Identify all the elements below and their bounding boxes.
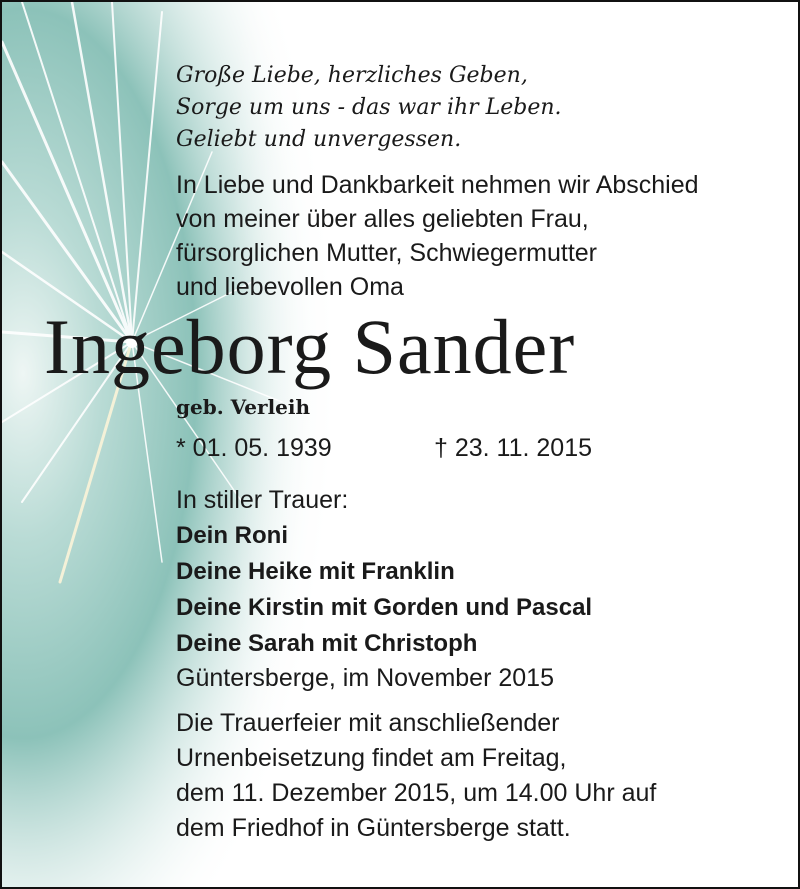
mourners-list [176, 518, 592, 662]
deceased-name: Ingeborg Sander [44, 303, 576, 390]
mourner-name: Deine Kirstin mit Gorden und Pascal [176, 594, 593, 621]
mourner-name: Deine Sarah mit Christoph [176, 630, 478, 657]
funeral-line: dem 11. Dezember 2015, um 14.00 Uhr auf [176, 779, 657, 807]
intro-line: fürsorglichen Mutter, Schwiegermutter [176, 239, 598, 267]
funeral-line: Urnenbeisetzung findet am Freitag, [176, 744, 567, 772]
intro-line: und liebevollen Oma [176, 273, 404, 301]
funeral-line: dem Friedhof in Güntersberge statt. [176, 814, 571, 842]
intro-line: von meiner über alles geliebten Frau, [176, 205, 589, 233]
birth-date: * 01. 05. 1939 [176, 434, 332, 462]
mourner-name: Dein Roni [176, 522, 288, 549]
intro-line: In Liebe und Dankbarkeit nehmen wir Abschied [176, 171, 699, 199]
poem-line: Sorge um uns - das war ihr Leben. [176, 95, 562, 120]
funeral-line: Die Trauerfeier mit anschließender [176, 709, 560, 737]
funeral-notice [176, 706, 656, 846]
maiden-name: geb. Verleih [176, 395, 311, 419]
poem [176, 60, 562, 156]
poem-line: Geliebt und unvergessen. [176, 127, 462, 152]
poem-line: Große Liebe, herzliches Geben, [176, 63, 528, 88]
life-dates [176, 432, 593, 464]
death-date: † 23. 11. 2015 [434, 434, 593, 462]
mourners-label: In stiller Trauer: [176, 486, 349, 514]
obituary-content [2, 2, 798, 887]
farewell-intro [176, 168, 699, 304]
place-and-date: Güntersberge, im November 2015 [176, 664, 554, 692]
mourner-name: Deine Heike mit Franklin [176, 558, 455, 585]
